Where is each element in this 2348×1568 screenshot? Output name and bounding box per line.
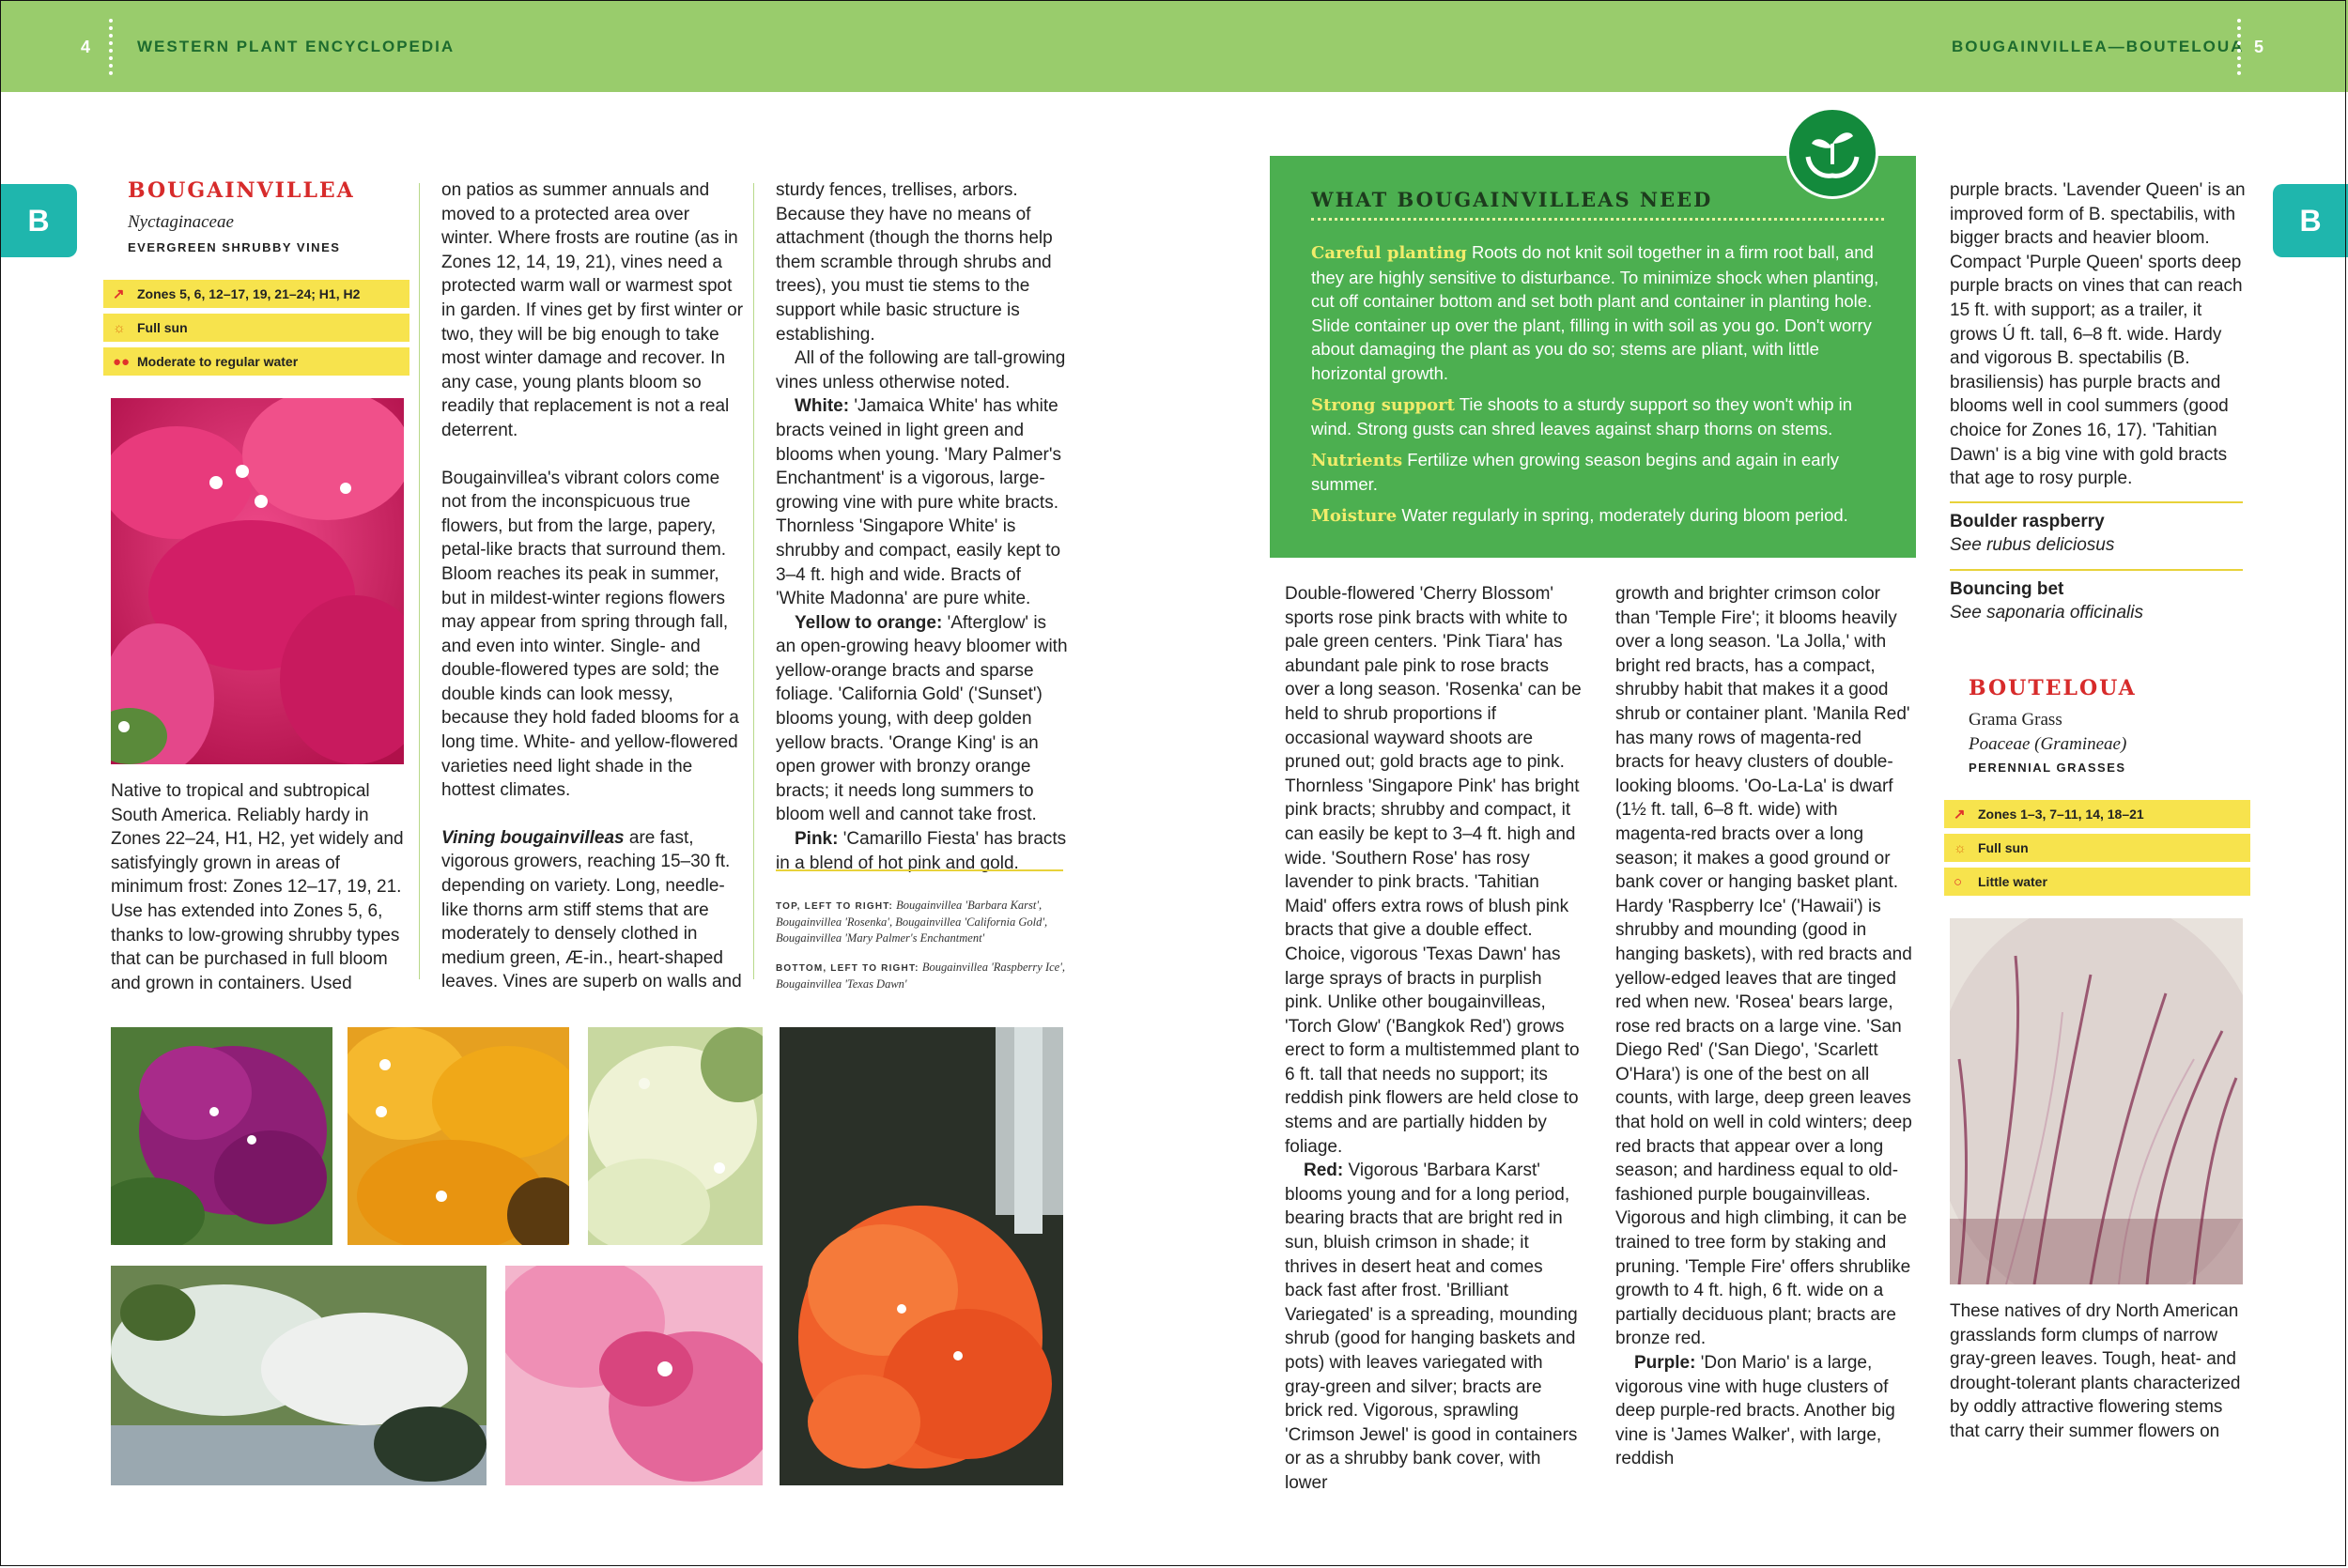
purple-lead: Purple: (1634, 1353, 1696, 1373)
plant-type: EVERGREEN SHRUBBY VINES (128, 240, 341, 254)
column-6 (1950, 178, 2250, 491)
white-text: 'Jamaica White' has white bracts veined in light green and blooms when young. 'Mary Palmer's Enchantment' is a vigorous, large-growing vine with pure white bracts. Thornless 'Singapore White' is shrubby and compact, easily kept to 3–4 ft. high and wide. Bracts of 'White Madonna' are pure white. (776, 396, 1061, 609)
right-page-number: 5 (2254, 38, 2264, 56)
xref-rule-1 (1950, 501, 2243, 503)
col3-para-yellow (776, 611, 1069, 827)
header-divider-right (2237, 19, 2241, 75)
photo-texas-dawn (505, 1266, 763, 1485)
family-name: Nyctaginaceae (128, 212, 234, 232)
col2-para-1: on patios as summer annuals and moved to a protected area over winter. Where frosts are routine (as in Zones 12, 14, 19, 21), vines need a protected warm wall or warmest spot in garden. If vines get by first winter or two, they will be big enough to take most winter damage and recover. In any case, young plants bloom so readily that replacement is not a real deterrent. (441, 180, 744, 440)
needs-box-title: WHAT BOUGAINVILLEAS NEED (1311, 188, 1713, 211)
seedling-hands-icon (1786, 107, 1878, 199)
photo-mary-palmers-enchantment (780, 1027, 1063, 1485)
letter-tab-right[interactable]: B (2273, 184, 2348, 257)
needs-item-support (1311, 392, 1886, 441)
bouteloua-zones-text: Zones 1–3, 7–11, 14, 18–21 (1978, 807, 2144, 822)
column-2 (441, 178, 744, 994)
col3-para-2: All of the following are tall-growing vines unless otherwise noted. (776, 348, 1066, 392)
bouteloua-family: Poaceae (Gramineae) (1969, 734, 2127, 754)
col1-text: Native to tropical and subtropical South America. Reliably hardy in Zones 22–24, H1, H2, yet widely and satisfyingly grown in areas of minimum frost: Zones 12–17, 19, 21. Use has extended into Zones 5, 6, thanks to low-growing shrubby types that can be purchased in full bloom and grown in containers. Used (111, 781, 404, 993)
red-text: Vigorous 'Barbara Karst' blooms young and for a long period, bearing bracts that are bright red in sun, bluish crimson in shade; it thrives in desert heat and comes back fast after frost. 'Brilliant Variegated' is a spreading, mounding shrub (good for hanging baskets and pots) with leaves variegated with gray-green and silver; bracts are brick red. Vigorous, sprawling 'Crimson Jewel' is good in containers or as a shrubby bank cover, with lower (1285, 1161, 1578, 1493)
letter-tab-left[interactable]: B (0, 184, 77, 257)
water-text: Moderate to regular water (137, 354, 299, 369)
photo-bougainvillea-main (111, 398, 404, 764)
zones-bar (103, 280, 409, 308)
needs-text-support: Tie shoots to a sturdy support so they won't whip in wind. Strong gusts can shred leaves against sharp thorns on stems. (1311, 393, 1853, 439)
col5-para-1: growth and brighter crimson color than 'Temple Fire'; it blooms heavily over a long season. 'La Jolla,' with bright red bracts, has a compact, shrubby habit that makes it a good shrub or container plant. 'Manila Red' has many rows of magenta-red bracts for heavy clusters of double-looking blooms. 'Oo-La-La' is dwarf (1½ ft. tall, 6–8 ft. wide) with magenta-red bracts over a long season; it makes a good ground or bank cover or hanging basket plant. Hardy 'Raspberry Ice' ('Hawaii') is shrubby and mounding (good in hanging baskets), with red bracts and yellow-edged leaves that are tinged red when new. 'Rosea' bears large, rose red bracts on a large vine. 'San Diego Red' ('San Diego', 'Scarlett O'Hara') is one of the best on all counts, with large, deep green leaves that hold on well in cold winters; deep red bracts that appear over a long season; and hardiness equal to old-fashioned purple bougainvilleas. Vigorous and high climbing, it can be trained to tree form by staking and pruning. 'Temple Fire' offers shrublike growth to 4 ft. high, 6 ft. wide on a partially deciduous plant; bracts are bronze red. (1615, 584, 1912, 1349)
needs-text-moisture: Water regularly in spring, moderately during bloom period. (1397, 504, 1848, 525)
photo-california-gold (588, 1027, 763, 1245)
bouteloua-text-column (1950, 1299, 2247, 1444)
col2-para-3 (441, 826, 744, 994)
caption-bottom-label: BOTTOM, LEFT TO RIGHT: (776, 963, 919, 974)
column-5 (1615, 582, 1912, 1471)
xref-title-boulder-raspberry: Boulder raspberry (1950, 512, 2105, 531)
col4-para-red (1285, 1159, 1582, 1495)
pink-text: 'Camarillo Fiesta' has bracts in a blend of hot pink and gold. (776, 829, 1067, 873)
bouteloua-zones-bar (1944, 800, 2250, 828)
needs-key-support: Strong support (1311, 394, 1455, 415)
col3-para-1: sturdy fences, trellises, arbors. Because they have no means of attachment (though the thorns help them scramble through shrubs and trees), you must tie stems to the support while basic structure is establishing. (776, 180, 1053, 345)
photo-barbara-karst (111, 1027, 332, 1245)
zones-text: Zones 5, 6, 12–17, 19, 21–24; H1, H2 (137, 286, 361, 301)
needs-item-nutrients (1311, 448, 1886, 497)
bouteloua-sun-text: Full sun (1978, 840, 2029, 855)
sun-icon: ☼ (1954, 839, 1967, 856)
bouteloua-text: These natives of dry North American grasslands form clumps of narrow gray-green leaves. Tough, heat- and drought-tolerant plants characterized by oddly attractive flowering stems that carry their summer flowers on (1950, 1301, 2241, 1441)
needs-box-divider (1311, 218, 1884, 221)
water-drop-icon: ○ (1954, 873, 1963, 890)
needs-text-nutrients: Fertilize when growing season begins and again in early summer. (1311, 449, 1840, 495)
right-running-head: BOUGAINVILLEA—BOUTELOUA (1952, 38, 2245, 55)
vining-text: are fast, vigorous growers, reaching 15–30 ft. depending on variety. Long, needle-like thorns arm stiff stems that are moderately to densely clothed in medium green, Æ-in., heart-shaped leaves. Vines are superb on walls and (441, 827, 742, 992)
entry-title-bouteloua: BOUTELOUA (1969, 676, 2137, 700)
xref-rule-2 (1950, 569, 2243, 571)
caption-top-label: TOP, LEFT TO RIGHT: (776, 901, 894, 912)
column-rule-2 (753, 183, 754, 979)
column-4 (1285, 582, 1582, 1496)
bouteloua-type: PERENNIAL GRASSES (1969, 761, 2126, 775)
needs-box (1270, 156, 1916, 558)
sun-bar (103, 314, 409, 342)
needs-text-planting: Roots do not knit soil together in a firm root ball, and they are highly sensitive to disturbance. To minimize shock when planting, cut off container bottom and set both plant and container in planting hole. Slide container up over the plant, filling in with soil as you go. Don't worry about damaging the plant as you do so; stems are pliant, with little horizontal growth. (1311, 242, 1879, 383)
caption-top-text: Bougainvillea 'Barbara Karst', Bougainvillea 'Rosenka', Bougainvillea 'California Gold', Bougainvillea 'Mary Palmer's Enchantment' (776, 899, 1048, 945)
col5-para-purple (1615, 1351, 1912, 1471)
header-divider-left (109, 19, 113, 75)
sun-icon: ☼ (113, 319, 126, 336)
col3-para-white (776, 394, 1069, 610)
white-lead: White: (795, 396, 850, 417)
col6-para-1: purple bracts. 'Lavender Queen' is an improved form of B. spectabilis, with bigger bracts and heavier bloom. Compact 'Purple Queen' sports deep purple bracts on vines that can reach 15 ft. with support; as a trailer, it grows Ú ft. tall, 6–8 ft. wide. Hardy and vigorous B. spectabilis (B. brasiliensis) has purple bracts and blooms well in cool summers (good choice for Zones 16, 17). 'Tahitian Dawn' is a big vine with gold bracts that age to rosy purple. (1950, 180, 2246, 489)
column-3 (776, 178, 1069, 875)
caption-bottom (776, 960, 1067, 992)
yellow-text: 'Afterglow' is an open-growing heavy bloomer with yellow-orange bracts and sparse foliage. 'California Gold' ('Sunset') blooms young, with deep golden yellow bracts. 'Orange King' is an open grower with bronzy orange bracts; it needs long summers to bloom well and cannot take frost. (776, 612, 1068, 825)
photo-raspberry-ice (111, 1266, 487, 1485)
caption-rule (776, 869, 1063, 871)
caption-bottom-text: Bougainvillea 'Raspberry Ice', Bougainvillea 'Texas Dawn' (776, 961, 1066, 991)
water-drops-icon: ●● (113, 353, 131, 370)
bouteloua-sun-bar (1944, 834, 2250, 862)
bouteloua-water-text: Little water (1978, 874, 2047, 889)
col4-para-1: Double-flowered 'Cherry Blossom' sports rose pink bracts with white to pale green centers. 'Pink Tiara' has abundant pale pink to rose bracts over a long season. 'Rosenka' can be held to shrub proportions if occasional wayward shoots are pruned out; gold bracts age to pink. Thornless 'Singapore Pink' has bright pink bracts; shrubby and compact, it can easily be kept to 3–4 ft. high and wide. 'Southern Rose' has rosy lavender to pink bracts. 'Tahitian Maid' offers extra rows of blush pink bracts that give a double effect. Choice, vigorous 'Texas Dawn' has large sprays of bracts in purplish pink. Unlike other bougainvilleas, 'Torch Glow' ('Bangkok Red') grows erect to form a multistemmed plant to 6 ft. tall that needs no support; its reddish pink flowers are held close to stems and are partially hidden by foliage. (1285, 584, 1582, 1157)
needs-item-planting (1311, 240, 1886, 386)
photo-rosenka (348, 1027, 569, 1245)
bouteloua-common-name: Grama Grass (1969, 710, 2062, 730)
yellow-lead: Yellow to orange: (795, 612, 943, 633)
left-page-number: 4 (81, 38, 91, 56)
sun-text: Full sun (137, 320, 188, 335)
needs-key-nutrients: Nutrients (1311, 450, 1403, 470)
xref-see-rubus[interactable]: See rubus deliciosus (1950, 535, 2115, 555)
col3-para-pink (776, 827, 1069, 875)
needs-key-planting: Careful planting (1311, 243, 1467, 263)
pink-lead: Pink: (795, 829, 839, 850)
vining-lead: Vining bougainvilleas (441, 827, 625, 848)
left-running-head: WESTERN PLANT ENCYCLOPEDIA (137, 38, 456, 55)
bouteloua-water-bar (1944, 868, 2250, 896)
column-rule-1 (419, 183, 420, 979)
xref-title-bouncing-bet: Bouncing bet (1950, 579, 2064, 599)
red-lead: Red: (1304, 1161, 1344, 1181)
col2-para-2: Bougainvillea's vibrant colors come not from the inconspicuous true flowers, but from the large, papery, petal-like bracts that surround them. Bloom reaches its peak in summer, but in mildest-winter regions flowers may appear from spring through fall, and even into winter. Single- and double-flowered types are sold; the double kinds can look messy, because they hold faded blooms for a long time. White- and yellow-flowered varieties need light shade in the hottest climates. (441, 468, 739, 801)
water-bar (103, 347, 409, 376)
needs-item-moisture (1311, 503, 1886, 529)
zone-icon: ↗ (113, 286, 125, 302)
purple-text: 'Don Mario' is a large, vigorous vine with huge clusters of deep purple-red bracts. Another big vine is 'James Walker', with large, reddish (1615, 1353, 1895, 1469)
needs-key-moisture: Moisture (1311, 505, 1398, 526)
photo-grama-grass (1950, 918, 2243, 1284)
entry-title-bougainvillea: BOUGAINVILLEA (128, 178, 355, 203)
zone-icon: ↗ (1954, 807, 1966, 822)
xref-see-saponaria[interactable]: See saponaria officinalis (1950, 603, 2143, 623)
caption-top (776, 898, 1067, 946)
needs-box-items (1311, 240, 1886, 535)
column-1 (111, 779, 408, 995)
